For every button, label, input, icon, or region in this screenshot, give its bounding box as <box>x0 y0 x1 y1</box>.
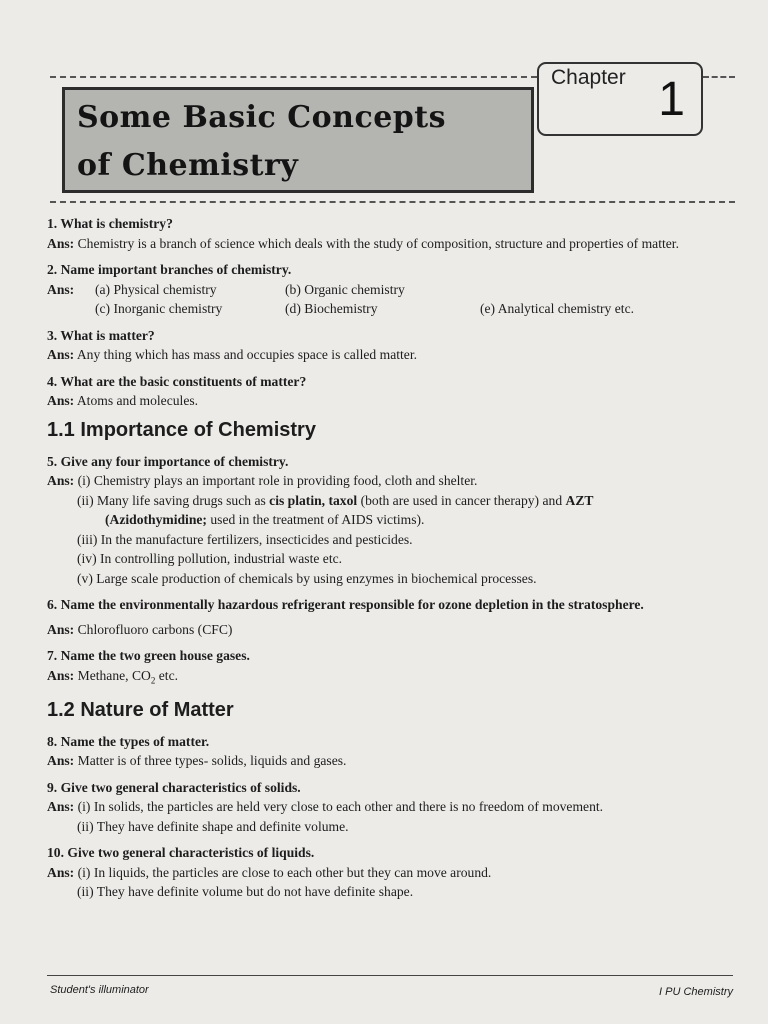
section-heading-1-1: 1.1 Importance of Chemistry <box>47 418 316 441</box>
answer-item-iv: (iv) In controlling pollution, industrial waste etc. <box>77 551 343 566</box>
question-2 <box>47 260 737 319</box>
chapter-title-line-2: of Chemistry <box>77 148 299 183</box>
chapter-box <box>537 62 703 136</box>
ans-label: Ans: <box>47 473 75 488</box>
branches-grid <box>47 280 737 319</box>
answer-item-i: Ans: (i) In solids, the particles are held very close to each other and there is no freedom of movement. <box>47 799 604 815</box>
question-5 <box>47 452 737 589</box>
ans-label: Ans: <box>47 667 75 683</box>
question-4 <box>47 372 737 411</box>
header-dashed-rule <box>50 76 537 78</box>
chapter-title-line-1: Some Basic Concepts <box>77 100 447 135</box>
chapter-label: Chapter <box>551 66 626 89</box>
answer-item-ii-cont: (Azidothymidine; used in the treatment of AIDS victims). <box>105 512 425 527</box>
ans-label: Ans: <box>47 864 75 880</box>
question-10 <box>47 843 737 902</box>
question-text: 10. Give two general characteristics of liquids. <box>47 845 315 861</box>
question-text: 3. What is matter? <box>47 327 155 343</box>
question-1 <box>47 214 737 253</box>
question-3 <box>47 326 737 365</box>
ans-label: Ans: <box>47 753 75 769</box>
ans-label: Ans: <box>47 281 75 297</box>
ans-label: Ans: <box>47 347 75 362</box>
answer-item-i: Ans: (i) Chemistry plays an important role in providing food, cloth and shelter. <box>47 473 478 488</box>
question-text: 5. Give any four importance of chemistry. <box>47 453 289 469</box>
answer-text <box>47 345 737 365</box>
answer-body: Atoms and molecules. <box>76 393 199 408</box>
chapter-number: 1 <box>658 73 685 126</box>
chapter-title-box <box>62 87 534 193</box>
ans-label: Ans: <box>47 235 75 251</box>
ans-label: Ans: <box>47 393 75 408</box>
question-list <box>47 214 737 909</box>
answer-item-iii: (iii) In the manufacture fertilizers, insecticides and pesticides. <box>77 531 413 547</box>
question-6 <box>47 595 737 639</box>
title-dashed-rule <box>50 201 735 203</box>
branch-physical: (a) Physical chemistry <box>95 281 217 297</box>
answer-text <box>47 391 737 411</box>
answer-item-ii: (ii) Many life saving drugs such as cis platin, taxol (both are used in cancer therapy) and AZT <box>77 492 594 508</box>
section-heading-1-2: 1.2 Nature of Matter <box>47 698 234 721</box>
branch-analytical: (e) Analytical chemistry etc. <box>480 301 634 316</box>
answer-text <box>47 620 737 640</box>
footer-left: Student's illuminator <box>50 984 149 996</box>
header-dashed-rule-right <box>703 76 735 78</box>
question-9 <box>47 778 737 837</box>
answer-body: Chlorofluoro carbons (CFC) <box>77 621 233 637</box>
question-text: 9. Give two general characteristics of solids. <box>47 779 301 795</box>
answer-body: Matter is of three types- solids, liquids and gases. <box>77 753 347 769</box>
footer-rule <box>47 975 733 976</box>
answer-item-i: Ans: (i) In liquids, the particles are close to each other but they can move around. <box>47 864 492 880</box>
answer-body: Chemistry is a branch of science which deals with the study of composition, structure and properties of matter. <box>77 235 679 251</box>
answer-text <box>47 234 737 254</box>
question-text: 2. Name important branches of chemistry. <box>47 262 292 277</box>
answer-item-v: (v) Large scale production of chemicals by using enzymes in biochemical processes. <box>77 570 537 586</box>
question-text: 6. Name the environmentally hazardous refrigerant responsible for ozone depletion in the stratosphere. <box>47 597 644 612</box>
answer-body: Any thing which has mass and occupies space is called matter. <box>76 347 417 362</box>
branch-inorganic: (c) Inorganic chemistry <box>95 301 223 316</box>
answer-item-ii: (ii) They have definite shape and definite volume. <box>77 818 349 834</box>
question-8 <box>47 732 737 771</box>
question-text: 1. What is chemistry? <box>47 216 173 231</box>
ans-label: Ans: <box>47 799 75 815</box>
question-text: 4. What are the basic constituents of matter? <box>47 373 307 389</box>
question-text: 7. Name the two green house gases. <box>47 648 250 663</box>
question-text: 8. Name the types of matter. <box>47 733 210 749</box>
ans-label: Ans: <box>47 621 75 637</box>
footer-right: I PU Chemistry <box>659 986 733 998</box>
branch-organic: (b) Organic chemistry <box>285 281 405 297</box>
answer-item-ii: (ii) They have definite volume but do not have definite shape. <box>77 884 414 900</box>
answer-text <box>47 751 737 771</box>
branch-biochemistry: (d) Biochemistry <box>285 301 378 316</box>
answer-text: Ans: Methane, $CO_2$ etc. <box>47 667 179 686</box>
question-7 <box>47 646 737 691</box>
